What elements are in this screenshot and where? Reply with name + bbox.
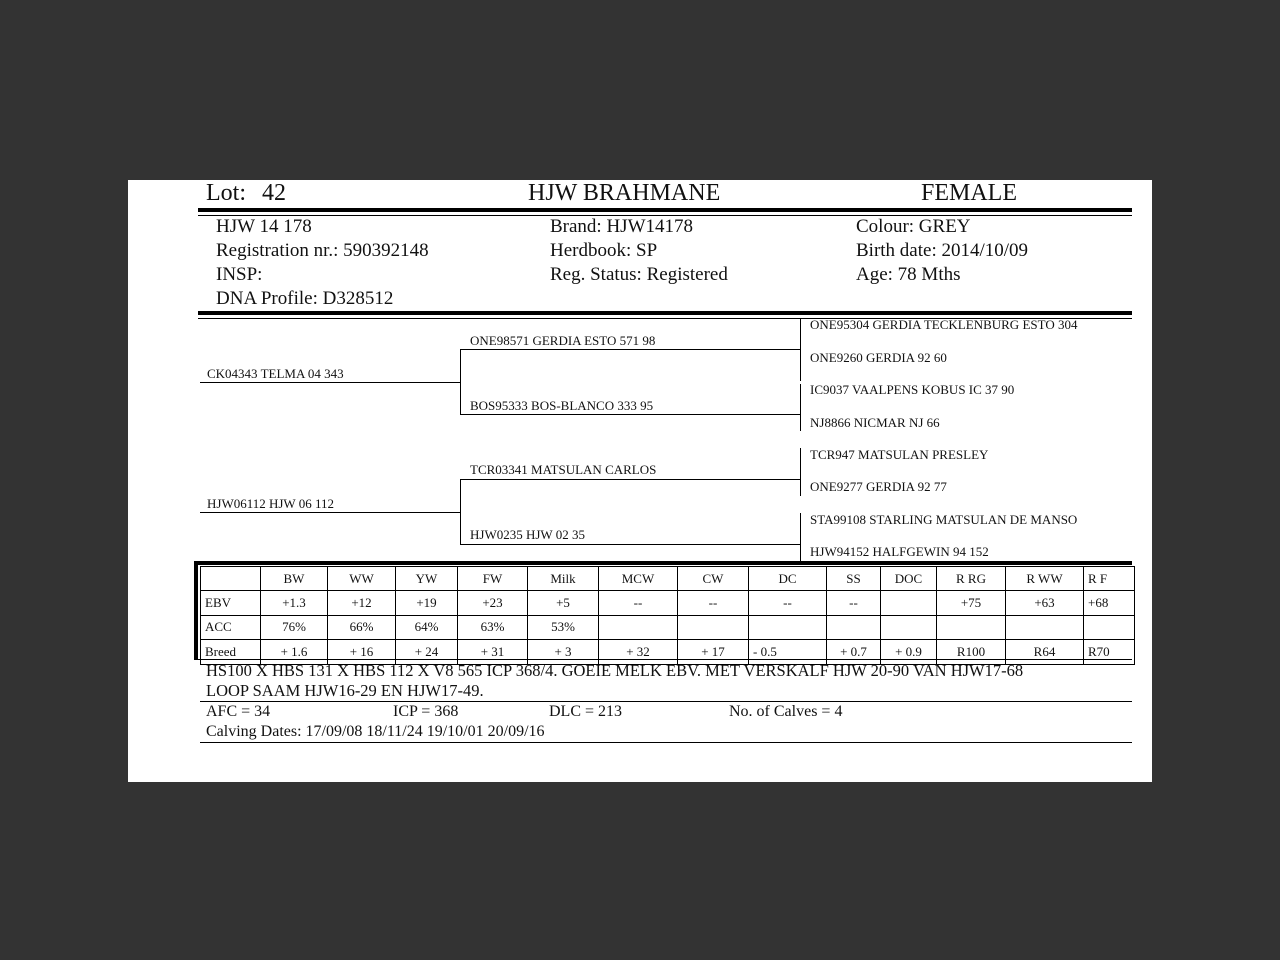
table-cell: + 3 [528, 640, 599, 664]
info-rule-thick [198, 311, 1132, 315]
row-label: Breed [201, 640, 261, 664]
header-cell: WW [328, 567, 396, 591]
reg-status: Reg. Status: Registered [550, 264, 728, 285]
gg-name-1: ONE95304 GERDIA TECKLENBURG ESTO 304 [810, 317, 1078, 332]
header-cell [201, 567, 261, 591]
sire-dam-line [460, 414, 800, 415]
sire-sire-name: ONE98571 GERDIA ESTO 571 98 [470, 333, 656, 348]
table-cell: 76% [261, 615, 328, 639]
table-cell: + 1.6 [261, 640, 328, 664]
table-cell: +5 [528, 591, 599, 615]
animal-id: HJW 14 178 [216, 216, 312, 237]
header-cell: DOC [881, 567, 937, 591]
table-cell: + 24 [396, 640, 458, 664]
dam-sire-line [460, 479, 800, 480]
table-cell: +12 [328, 591, 396, 615]
age: Age: 78 Mths [856, 264, 961, 285]
gg-bracket-3 [800, 448, 801, 496]
dna-profile: DNA Profile: D328512 [216, 288, 394, 309]
breed-title: HJW BRAHMANE [528, 180, 721, 206]
table-cell: 64% [396, 615, 458, 639]
herdbook: Herdbook: SP [550, 240, 658, 261]
table-cell: +75 [937, 591, 1006, 615]
dam-name: HJW06112 HJW 06 112 [207, 496, 334, 511]
sire-dam-name: BOS95333 BOS-BLANCO 333 95 [470, 398, 654, 413]
table-cell: R100 [937, 640, 1006, 664]
gg-name-8: HJW94152 HALFGEWIN 94 152 [810, 544, 989, 559]
table-cell [937, 615, 1006, 639]
table-cell: -- [749, 591, 827, 615]
header-cell: CW [678, 567, 749, 591]
dam-bracket [460, 480, 461, 545]
gg-name-5: TCR947 MATSULAN PRESLEY [810, 447, 989, 462]
table-cell: +23 [458, 591, 528, 615]
table-cell [678, 615, 749, 639]
brand: Brand: HJW14178 [550, 216, 694, 237]
header-cell: BW [261, 567, 328, 591]
header-rule-thick [198, 208, 1132, 212]
notes-line-1: HS100 X HBS 131 X HBS 112 X V8 565 ICP 368/4. GOEIE MELK EBV. MET VERSKALF HJW 20-90 VAN HJW17-68 [206, 661, 1024, 680]
table-row-acc [201, 615, 1135, 639]
table-cell: -- [678, 591, 749, 615]
gg-name-7: STA99108 STARLING MATSULAN DE MANSO [810, 512, 1078, 527]
header-cell: MCW [599, 567, 678, 591]
table-cell: + 0.7 [827, 640, 881, 664]
sire-sire-line [460, 349, 800, 350]
header-cell: SS [827, 567, 881, 591]
gg-name-6: ONE9277 GERDIA 92 77 [810, 479, 947, 494]
table-cell: -- [827, 591, 881, 615]
birth-date: Birth date: 2014/10/09 [856, 240, 1029, 261]
header-cell: DC [749, 567, 827, 591]
table-row-ebv [201, 591, 1135, 615]
gg-name-3: IC9037 VAALPENS KOBUS IC 37 90 [810, 382, 1015, 397]
header-cell: YW [396, 567, 458, 591]
notes-rule [200, 701, 1132, 702]
table-cell: -- [599, 591, 678, 615]
icp-value: ICP = 368 [393, 703, 459, 720]
table-cell [1006, 615, 1084, 639]
table-cell: - 0.5 [749, 640, 827, 664]
sire-bracket [460, 350, 461, 415]
table-cell [881, 615, 937, 639]
notes-line-2: LOOP SAAM HJW16-29 EN HJW17-49. [206, 681, 484, 700]
row-label: EBV [201, 591, 261, 615]
registration-number: Registration nr.: 590392148 [216, 240, 429, 261]
row-label: ACC [201, 615, 261, 639]
dam-sire-name: TCR03341 MATSULAN CARLOS [470, 462, 657, 477]
table-cell: +19 [396, 591, 458, 615]
table-cell [749, 615, 827, 639]
dam-dam-line [460, 544, 800, 545]
table-rule-bottom [194, 659, 1132, 660]
sex-label: FEMALE [921, 180, 1017, 206]
table-cell: + 17 [678, 640, 749, 664]
table-cell [827, 615, 881, 639]
gg-name-2: ONE9260 GERDIA 92 60 [810, 350, 947, 365]
table-cell: R70 [1084, 640, 1135, 664]
table-cell: 53% [528, 615, 599, 639]
ebv-table [200, 566, 1135, 665]
calves-count: No. of Calves = 4 [729, 703, 843, 720]
table-cell: +68 [1084, 591, 1135, 615]
dlc-value: DLC = 213 [549, 703, 623, 720]
table-cell: + 16 [328, 640, 396, 664]
gg-bracket-1 [800, 319, 801, 381]
table-cell: 66% [328, 615, 396, 639]
gg-bracket-4 [800, 513, 801, 561]
table-cell: + 0.9 [881, 640, 937, 664]
insp-label: INSP: [216, 264, 263, 285]
gg-name-4: NJ8866 NICMAR NJ 66 [810, 415, 940, 430]
calving-rule [200, 742, 1132, 743]
table-cell [599, 615, 678, 639]
dam-line [200, 512, 460, 513]
lot-label: Lot: [206, 180, 246, 206]
table-rule-left [194, 561, 198, 659]
table-cell [1084, 615, 1135, 639]
calving-dates: Calving Dates: 17/09/08 18/11/24 19/10/01 20/09/16 [206, 723, 545, 740]
lot-number: 42 [262, 180, 286, 206]
table-cell: 63% [458, 615, 528, 639]
afc-value: AFC = 34 [206, 703, 271, 720]
catalogue-card [128, 180, 1152, 782]
table-rule-top [194, 561, 1132, 565]
table-cell: +1.3 [261, 591, 328, 615]
colour: Colour: GREY [856, 216, 971, 237]
table-cell: + 31 [458, 640, 528, 664]
table-cell: +63 [1006, 591, 1084, 615]
sire-name: CK04343 TELMA 04 343 [207, 366, 344, 381]
gg-bracket-2 [800, 384, 801, 431]
table-cell: + 32 [599, 640, 678, 664]
sire-line [200, 382, 460, 383]
dam-dam-name: HJW0235 HJW 02 35 [470, 527, 585, 542]
header-cell: Milk [528, 567, 599, 591]
header-cell: R F [1084, 567, 1135, 591]
table-cell [881, 591, 937, 615]
table-header-row [201, 567, 1135, 591]
table-cell: R64 [1006, 640, 1084, 664]
header-cell: FW [458, 567, 528, 591]
header-cell: R WW [1006, 567, 1084, 591]
header-cell: R RG [937, 567, 1006, 591]
